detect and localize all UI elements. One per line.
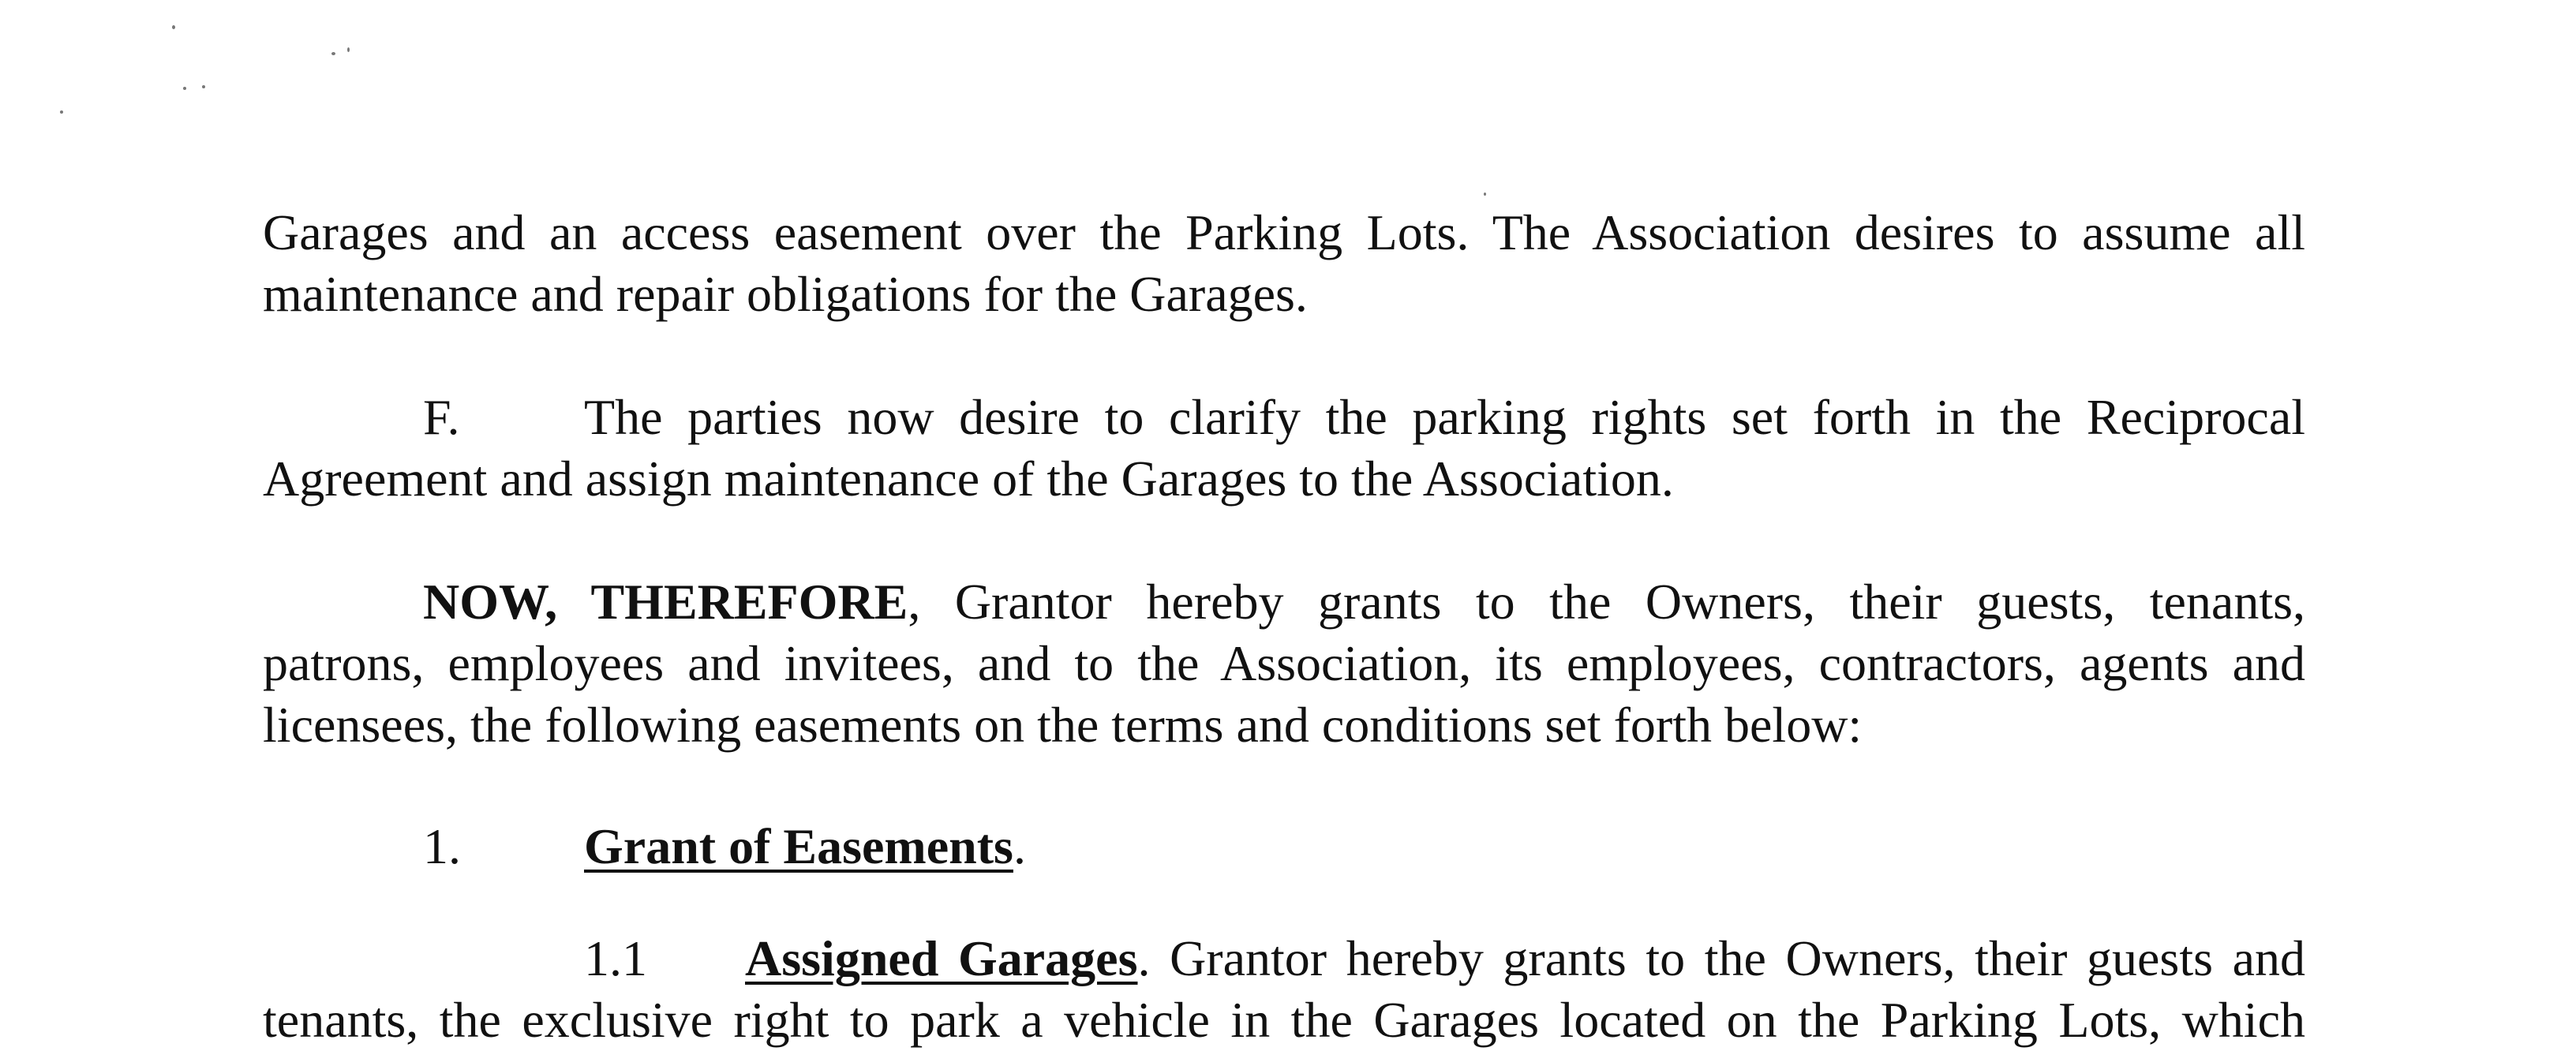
text-run: maintenance and repair obligations for the Garages. [263,266,1308,322]
bold-lead: NOW, THEREFORE [423,574,908,630]
scan-speck [202,85,205,88]
text-run: Garages and an access easement over the Parking Lots. The Association desires to assume all [263,204,2305,260]
paragraph-e-line-2 [263,264,2305,325]
paragraph-f-label [423,387,459,448]
paragraph-now-line-2 [263,633,2305,694]
text-run: tenants, the exclusive right to park a vehicle in the Garages located on the Parking Lots, which [263,992,2305,1048]
section-1-heading [584,816,1026,877]
text-run: licensees, the following easements on the terms and conditions set forth below: [263,697,1863,753]
scan-speck [183,87,186,90]
text-run: F. [423,389,460,445]
paragraph-e-line-1 [263,202,2305,264]
scan-speck [172,25,175,29]
text-run: patrons, employees and invitees, and to the Association, its employees, contractors, agents and [263,635,2305,691]
heading-text: Grant of Easements [584,818,1013,874]
heading-text: Assigned Garages [745,930,1138,986]
text-run: . [1013,818,1026,874]
section-1-number [423,816,461,877]
paragraph-now-line-3 [263,694,2305,756]
scan-speck [347,47,350,52]
scan-speck [60,110,63,114]
paragraph-now-line-1 [423,571,2305,633]
scan-speck [1484,193,1486,196]
paragraph-f-line-1 [584,387,2305,448]
text-run: 1. [423,818,461,874]
text-run: Agreement and assign maintenance of the Garages to the Association. [263,451,1674,507]
scan-speck [331,52,335,55]
text-run: 1.1 [584,930,647,986]
text-run: . Grantor hereby grants to the Owners, their guests and [1137,930,2306,986]
text-run: The parties now desire to clarify the parking rights set forth in the Reciprocal [584,389,2305,445]
text-run: , Grantor hereby grants to the Owners, their guests, tenants, [908,574,2306,630]
section-1-1-line-2 [263,989,2305,1051]
paragraph-f-line-2 [263,448,2305,510]
cut-off-line-region [0,971,2576,1048]
